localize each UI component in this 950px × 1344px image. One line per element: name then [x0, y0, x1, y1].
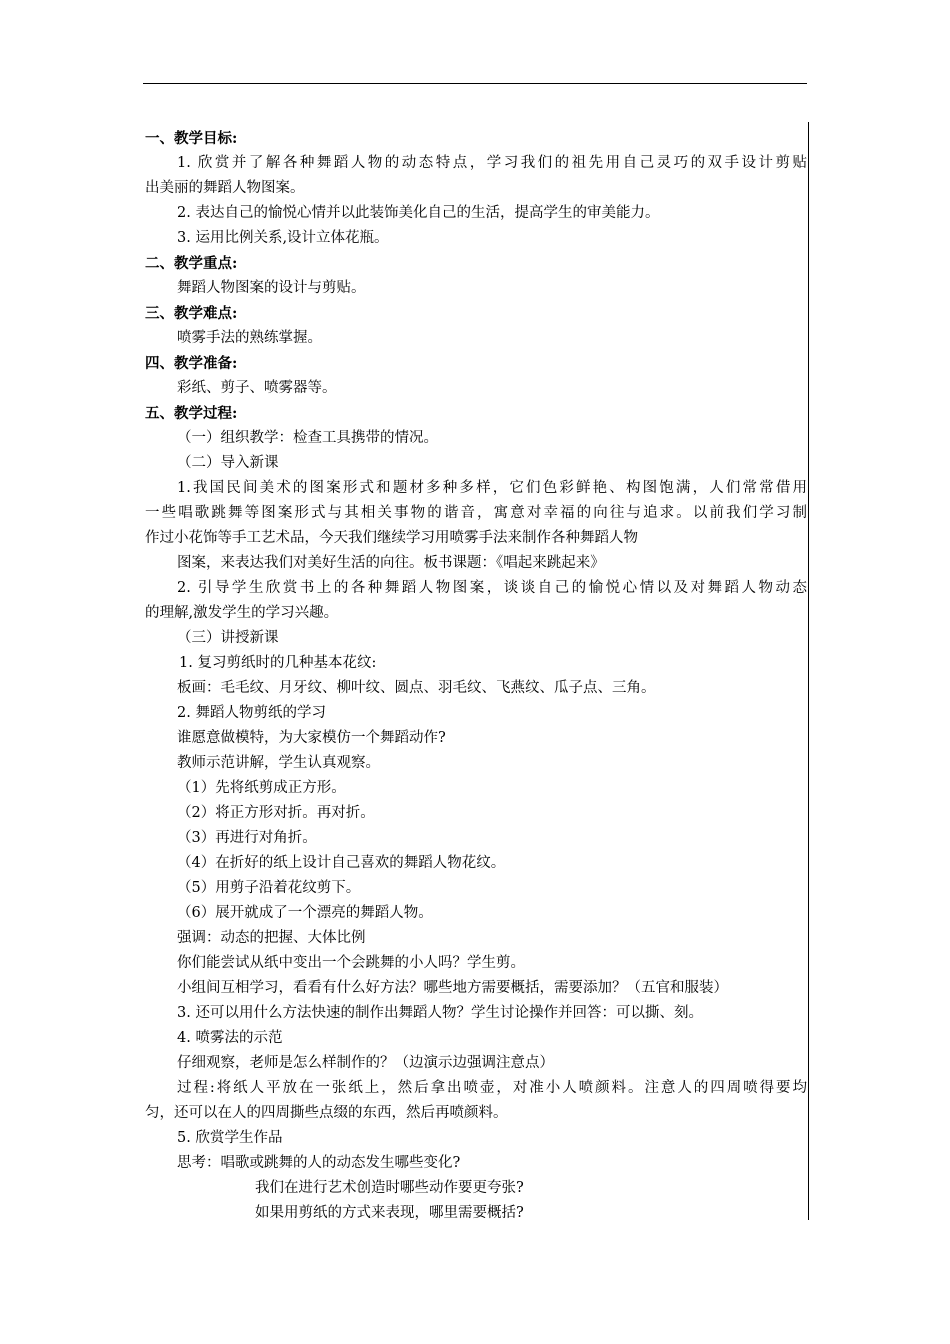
text-line: 你们能尝试从纸中变出一个会跳舞的小人吗？学生剪。	[177, 955, 525, 971]
text-line: 图案，来表达我们对美好生活的向往。板书课题：《唱起来跳起来》	[177, 555, 605, 571]
text-line: （1）先将纸剪成正方形。	[177, 780, 346, 796]
text-line: 仔细观察，老师是怎么样制作的？（边演示边强调注意点）	[177, 1055, 554, 1071]
text-line: 小组间互相学习，看看有什么好方法？哪些地方需要概括，需要添加？（五官和服装）	[177, 980, 728, 996]
text-line: 1. 欣赏并了解各种舞蹈人物的动态特点，学习我们的祖先用自己灵巧的双手设计剪贴	[177, 155, 807, 171]
text-line: 5. 欣赏学生作品	[177, 1130, 283, 1146]
text-line: （三）讲授新课	[177, 630, 279, 646]
text-line: 3. 还可以用什么方法快速的制作出舞蹈人物？学生讨论操作并回答：可以撕、刻。	[177, 1005, 703, 1021]
lesson-plan-body	[145, 126, 807, 1226]
section-heading: 一、教学目标:	[145, 130, 238, 147]
text-line: 彩纸、剪子、喷雾器等。	[177, 380, 337, 396]
text-line: （3）再进行对角折。	[177, 830, 317, 846]
text-line: 如果用剪纸的方式来表现，哪里需要概括?	[255, 1205, 524, 1221]
text-line: 作过小花饰等手工艺术品，今天我们继续学习用喷雾手法来制作各种舞蹈人物	[145, 530, 638, 546]
text-line: 2. 引导学生欣赏书上的各种舞蹈人物图案，谈谈自己的愉悦心情以及对舞蹈人物动态	[177, 580, 807, 596]
text-line: 强调：动态的把握、大体比例	[177, 930, 366, 946]
text-line: 匀，还可以在人的四周撕些点缀的东西，然后再喷颜料。	[145, 1105, 508, 1121]
text-line: （5）用剪子沿着花纹剪下。	[177, 880, 361, 896]
text-line: 3. 运用比例关系,设计立体花瓶。	[177, 230, 389, 246]
text-line: （一）组织教学：检查工具携带的情况。	[177, 430, 438, 446]
text-line: （2）将正方形对折。再对折。	[177, 805, 375, 821]
section-heading: 五、教学过程:	[145, 405, 238, 422]
text-line: 思考：唱歌或跳舞的人的动态发生哪些变化?	[177, 1155, 461, 1171]
section-heading: 四、教学准备:	[145, 355, 238, 372]
text-line: 过程:将纸人平放在一张纸上，然后拿出喷壶，对准小人喷颜料。注意人的四周喷得要均	[177, 1080, 807, 1096]
text-line: （6）展开就成了一个漂亮的舞蹈人物。	[177, 905, 433, 921]
text-line: （二）导入新课	[177, 455, 279, 471]
text-line: 2. 舞蹈人物剪纸的学习	[177, 705, 326, 721]
text-line: （4）在折好的纸上设计自己喜欢的舞蹈人物花纹。	[177, 855, 506, 871]
text-line: 2. 表达自己的愉悦心情并以此装饰美化自己的生活，提高学生的审美能力。	[177, 205, 660, 221]
text-line: 的理解,激发学生的学习兴趣。	[145, 605, 339, 621]
table-border-right	[808, 122, 809, 1220]
section-heading: 二、教学重点:	[145, 255, 238, 272]
text-line: 板画：毛毛纹、月牙纹、柳叶纹、圆点、羽毛纹、飞燕纹、瓜子点、三角。	[177, 680, 656, 696]
header-rule	[143, 83, 807, 84]
text-line: 喷雾手法的熟练掌握。	[177, 330, 322, 346]
text-line: 一些唱歌跳舞等图案形式与其相关事物的谐音，寓意对幸福的向往与追求。以前我们学习制	[145, 505, 807, 521]
section-heading: 三、教学难点:	[145, 305, 238, 322]
text-line: 出美丽的舞蹈人物图案。	[145, 180, 305, 196]
text-line: 谁愿意做模特，为大家模仿一个舞蹈动作?	[177, 730, 446, 746]
text-line: 4. 喷雾法的示范	[177, 1030, 283, 1046]
text-line: 1. 复习剪纸时的几种基本花纹:	[179, 655, 377, 671]
text-line: 我们在进行艺术创造时哪些动作要更夸张?	[255, 1180, 524, 1196]
text-line: 舞蹈人物图案的设计与剪贴。	[177, 280, 366, 296]
text-line: 教师示范讲解，学生认真观察。	[177, 755, 380, 771]
text-line: 1.我国民间美术的图案形式和题材多种多样，它们色彩鲜艳、构图饱满，人们常常借用	[177, 480, 807, 496]
